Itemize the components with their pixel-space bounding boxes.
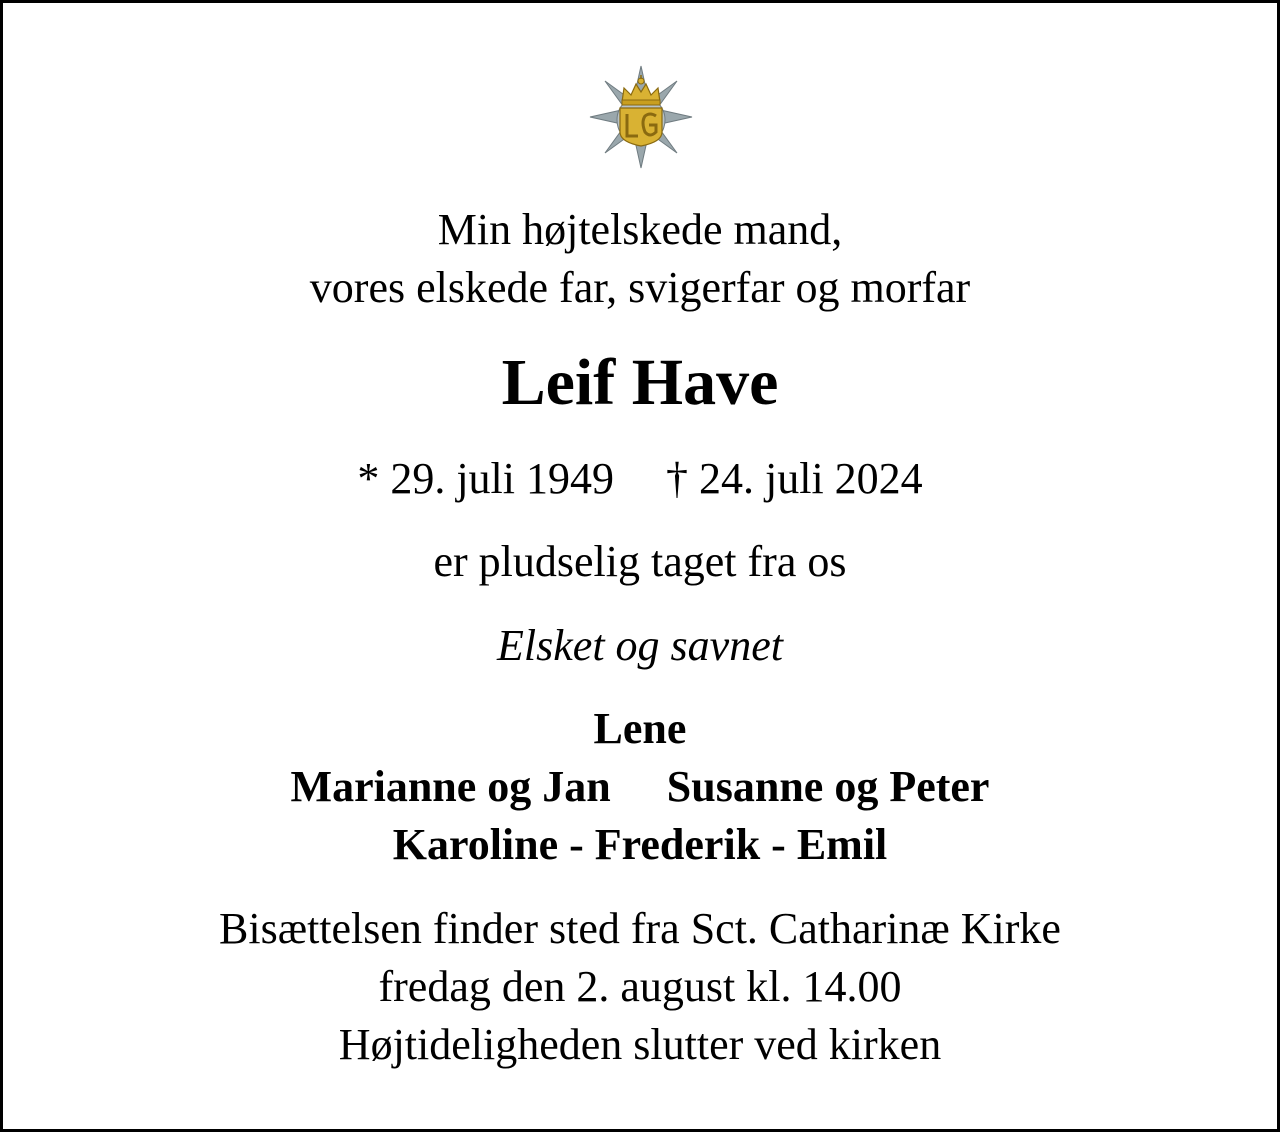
- family-line-1: Lene: [593, 704, 687, 753]
- royal-crest-icon: [586, 62, 696, 172]
- funeral-line-2: fredag den 2. august kl. 14.00: [378, 962, 902, 1011]
- monogram-shape: [620, 108, 662, 146]
- birth-date: * 29. juli 1949: [357, 454, 614, 503]
- life-dates: [0, 454, 1280, 503]
- intro-line-1: Min højtelskede mand,: [437, 205, 843, 254]
- funeral-line-1: Bisættelsen finder sted fra Sct. Catharinæ Kirke: [219, 904, 1061, 953]
- tribute-text: Elsket og savnet: [497, 621, 783, 670]
- family-couple-left: Marianne og Jan: [290, 762, 611, 811]
- funeral-line-3: Højtideligheden slutter ved kirken: [338, 1020, 942, 1069]
- deceased-name: Leif Have: [501, 346, 779, 419]
- family-couple-right: Susanne og Peter: [666, 762, 990, 811]
- message-text: er pludselig taget fra os: [433, 537, 847, 586]
- death-date: † 24. juli 2024: [666, 454, 923, 503]
- intro-line-2: vores elskede far, svigerfar og morfar: [309, 263, 971, 312]
- family-line-2: [0, 762, 1280, 811]
- family-line-3: Karoline - Frederik - Emil: [392, 820, 888, 869]
